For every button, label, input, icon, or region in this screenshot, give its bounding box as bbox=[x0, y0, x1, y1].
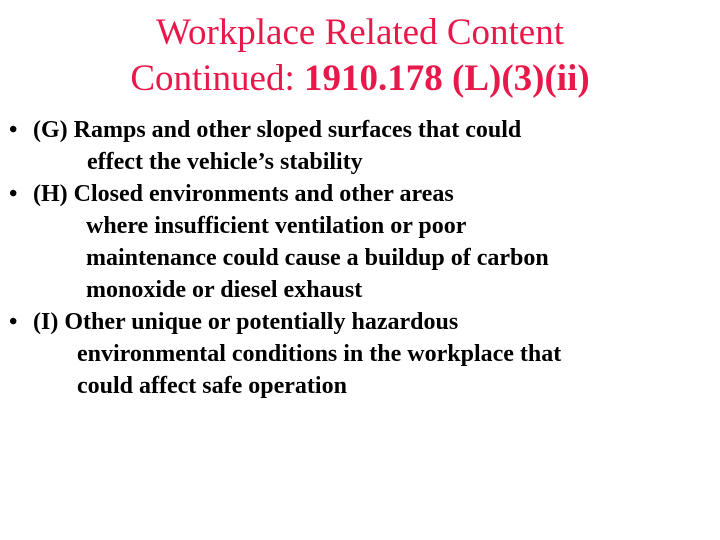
slide-title bbox=[0, 10, 720, 102]
bullet-dot-icon: • bbox=[9, 117, 18, 143]
title-prefix: Continued: bbox=[130, 58, 305, 99]
bullet-continuation: environmental conditions in the workplace that bbox=[77, 341, 562, 367]
bullet-continuation: monoxide or diesel exhaust bbox=[86, 277, 363, 303]
title-standard-reference: 1910.178 (L)(3)(ii) bbox=[304, 58, 590, 99]
title-line-2 bbox=[0, 56, 720, 102]
bullet-continuation: where insufficient ventilation or poor bbox=[86, 213, 467, 239]
bullet-dot-icon: • bbox=[9, 181, 18, 207]
bullet-list bbox=[0, 114, 720, 402]
bullet-dot-icon: • bbox=[9, 309, 18, 335]
bullet-text: (G) Ramps and other sloped surfaces that could bbox=[33, 117, 522, 143]
bullet-continuation: could affect safe operation bbox=[77, 373, 347, 399]
bullet-item-g bbox=[0, 114, 720, 178]
bullet-text: (I) Other unique or potentially hazardous bbox=[33, 309, 459, 335]
title-line-1: Workplace Related Content bbox=[156, 12, 564, 53]
bullet-item-h bbox=[0, 178, 720, 306]
bullet-continuation: effect the vehicle’s stability bbox=[87, 149, 363, 175]
bullet-item-i bbox=[0, 306, 720, 402]
bullet-text: (H) Closed environments and other areas bbox=[33, 181, 454, 207]
bullet-continuation: maintenance could cause a buildup of carbon bbox=[86, 245, 549, 271]
